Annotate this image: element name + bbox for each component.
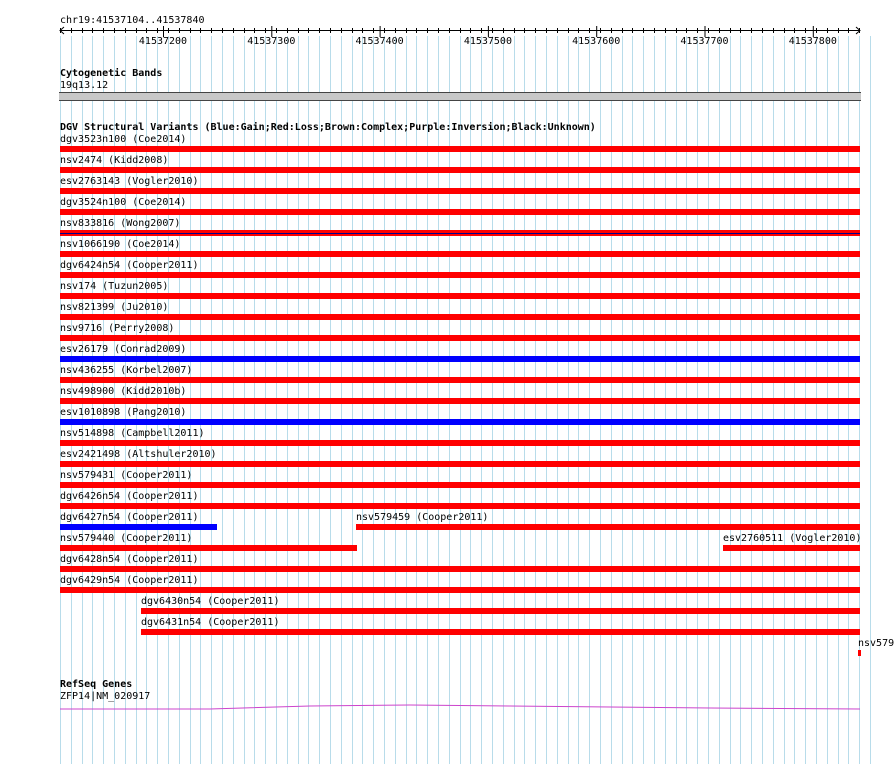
refseq-gene-label[interactable]: ZFP14|NM_020917 xyxy=(60,691,151,702)
loss-variant-bar[interactable] xyxy=(60,440,860,446)
dgv-feature-label[interactable]: dgv6431n54 (Cooper2011) xyxy=(141,617,280,628)
ruler-tick-label: 41537700 xyxy=(680,36,729,47)
gain-variant-bar[interactable] xyxy=(60,419,860,425)
loss-variant-bar[interactable] xyxy=(723,545,860,551)
loss-variant-bar[interactable] xyxy=(60,503,860,509)
loss-variant-bar[interactable] xyxy=(60,272,860,278)
region-label: chr19:41537104..41537840 xyxy=(60,15,205,26)
loss-variant-bar[interactable] xyxy=(60,377,860,383)
dgv-feature-label[interactable]: esv1010898 (Pang2010) xyxy=(60,407,187,418)
ruler-tick-label: 41537400 xyxy=(355,36,404,47)
dgv-feature-label[interactable]: nsv833816 (Wong2007) xyxy=(60,218,181,229)
coordinate-ruler[interactable] xyxy=(0,0,890,60)
dgv-feature-label[interactable]: dgv6424n54 (Cooper2011) xyxy=(60,260,199,271)
dgv-feature-label[interactable]: dgv6427n54 (Cooper2011) xyxy=(60,512,199,523)
loss-variant-bar[interactable] xyxy=(356,524,860,530)
dgv-feature-label[interactable]: esv2763143 (Vogler2010) xyxy=(60,176,199,187)
dgv-feature-label[interactable]: dgv6428n54 (Cooper2011) xyxy=(60,554,199,565)
loss-variant-bar[interactable] xyxy=(141,608,860,614)
dgv-feature-label[interactable]: nsv579431 (Cooper2011) xyxy=(60,470,193,481)
refseq-gene-model[interactable] xyxy=(60,700,860,714)
row-separator xyxy=(60,233,860,234)
dgv-feature-label[interactable]: esv2421498 (Altshuler2010) xyxy=(60,449,217,460)
gain-variant-bar[interactable] xyxy=(60,356,860,362)
dgv-feature-label[interactable]: dgv6430n54 (Cooper2011) xyxy=(141,596,280,607)
dgv-feature-label[interactable]: esv26179 (Conrad2009) xyxy=(60,344,187,355)
dgv-feature-label[interactable]: nsv514898 (Campbell2011) xyxy=(60,428,205,439)
ruler-tick-label: 41537200 xyxy=(138,36,188,47)
loss-variant-bar[interactable] xyxy=(60,566,860,572)
loss-variant-bar[interactable] xyxy=(60,314,860,320)
dgv-feature-label[interactable]: nsv9716 (Perry2008) xyxy=(60,323,175,334)
cytoband-bar[interactable] xyxy=(59,92,861,101)
dgv-feature-label[interactable]: nsv2474 (Kidd2008) xyxy=(60,155,169,166)
gain-variant-bar[interactable] xyxy=(60,524,217,530)
dgv-feature-label[interactable]: dgv3524n100 (Coe2014) xyxy=(60,197,187,208)
loss-variant-bar[interactable] xyxy=(60,587,860,593)
cytoband-track-title: Cytogenetic Bands xyxy=(60,68,163,79)
ruler-tick-label: 41537500 xyxy=(463,36,512,47)
dgv-feature-label[interactable]: nsv579440 (Cooper2011) xyxy=(60,533,193,544)
dgv-feature-label[interactable]: nsv579459 (Cooper2011) xyxy=(356,512,489,523)
loss-variant-bar[interactable] xyxy=(60,146,860,152)
dgv-feature-label[interactable]: nsv436255 (Korbel2007) xyxy=(60,365,193,376)
ruler-tick-label: 41537800 xyxy=(788,36,837,47)
dgv-feature-label[interactable]: nsv498900 (Kidd2010b) xyxy=(60,386,187,397)
dgv-feature-label[interactable]: nsv579 xyxy=(858,638,894,649)
loss-variant-bar[interactable] xyxy=(60,293,860,299)
ruler-tick-label: 41537300 xyxy=(247,36,296,47)
loss-variant-bar[interactable] xyxy=(60,335,860,341)
loss-variant-bar[interactable] xyxy=(60,209,860,215)
loss-variant-bar[interactable] xyxy=(60,398,860,404)
dgv-feature-label[interactable]: dgv6426n54 (Cooper2011) xyxy=(60,491,199,502)
loss-variant-bar[interactable] xyxy=(60,251,860,257)
ruler-tick-label: 41537600 xyxy=(572,36,621,47)
dgv-track-title: DGV Structural Variants (Blue:Gain;Red:Loss;Brown:Complex;Purple:Inversion;Black:Unknown) xyxy=(60,122,596,133)
cytoband-label: 19q13.12 xyxy=(60,80,109,91)
loss-variant-bar[interactable] xyxy=(60,461,860,467)
row-separator xyxy=(60,170,860,171)
dgv-feature-label[interactable]: nsv1066190 (Coe2014) xyxy=(60,239,181,250)
dgv-feature-label[interactable]: esv2760511 (Vogler2010) xyxy=(723,533,862,544)
dgv-feature-label[interactable]: dgv6429n54 (Cooper2011) xyxy=(60,575,199,586)
dgv-feature-label[interactable]: dgv3523n100 (Coe2014) xyxy=(60,134,187,145)
dgv-feature-label[interactable]: nsv174 (Tuzun2005) xyxy=(60,281,169,292)
loss-variant-bar[interactable] xyxy=(858,650,861,656)
loss-variant-bar[interactable] xyxy=(60,545,357,551)
loss-variant-bar[interactable] xyxy=(141,629,860,635)
loss-variant-bar[interactable] xyxy=(60,482,860,488)
dgv-feature-label[interactable]: nsv821399 (Ju2010) xyxy=(60,302,169,313)
refseq-track-title: RefSeq Genes xyxy=(60,679,133,690)
loss-variant-bar[interactable] xyxy=(60,188,860,194)
